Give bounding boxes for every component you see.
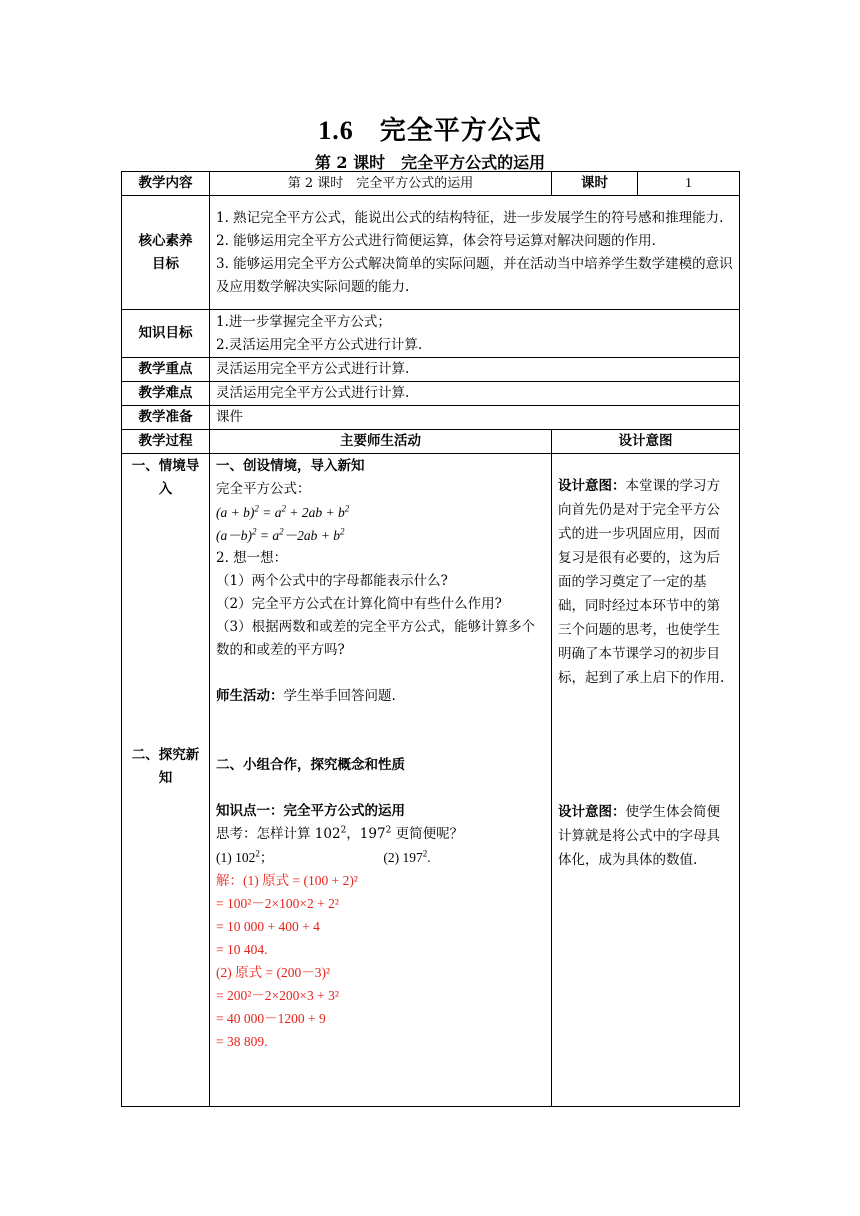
process-header-intent: 设计意图 [552, 430, 740, 454]
solution-step: = 10 404. [216, 942, 268, 957]
difficulty-row [122, 382, 740, 406]
solution-step: = 200²－2×200×3 + 3² [216, 988, 339, 1003]
knowledge-item: 1.进一步掌握完全平方公式； [216, 313, 391, 330]
activity-heading-2: 二、小组合作，探究概念和性质 [216, 757, 405, 773]
knowledge-label: 知识目标 [122, 310, 210, 358]
content-label: 教学内容 [122, 172, 210, 196]
prep-row [122, 406, 740, 430]
process-body-row [122, 454, 740, 1107]
period-value: 1 [638, 172, 740, 196]
formula-sum: $(a + b)^2 = a^2 + 2ab + b^2$ [216, 503, 350, 520]
prep-value: 课件 [210, 406, 740, 430]
solution-step: = 10 000 + 400 + 4 [216, 919, 320, 934]
knowledge-item: 2.灵活运用完全平方公式进行计算. [216, 336, 423, 353]
content-row [122, 172, 740, 196]
think-question: 思考：怎样计算 $102^2$，$197^2$ 更简便呢？ [216, 825, 464, 842]
stage-column [122, 454, 210, 1107]
problems: (1) $102^2$； (2) $197^2$. [216, 848, 431, 865]
period-label: 课时 [552, 172, 638, 196]
process-header-row [122, 430, 740, 454]
stage-situation: 一、情境导入 [131, 458, 200, 497]
question-3: （3）根据两数和或差的完全平方公式，能够计算多个数的和或差的平方吗? [216, 619, 536, 658]
section-number: 1.6 [318, 116, 354, 145]
keypoint-label: 教学重点 [122, 358, 210, 382]
stage-explore: 二、探究新知 [131, 747, 200, 786]
keypoint-row [122, 358, 740, 382]
question-1: （1）两个公式中的字母都能表示什么? [216, 573, 448, 589]
solution-step: = 40 000－1200 + 9 [216, 1011, 326, 1026]
core-item: 1. 熟记完全平方公式，能说出公式的结构特征，进一步发展学生的符号感和推理能力. [216, 209, 724, 226]
formula-label: 完全平方公式： [216, 481, 311, 497]
intent-1: 设计意图：本堂课的学习方向首先仍是对于完全平方公式的进一步巩固应用，因而复习是很有必要的，这为后面的学习奠定了一定的基础，同时经过本环节中的第三个问题的思考，也使学生明确了本节课学习的初步目标，起到了承上启下的作用. [558, 478, 725, 686]
question-2: （2）完全平方公式在计算化简中有些什么作用? [216, 596, 502, 612]
core-label-line2: 目标 [152, 255, 179, 272]
knowledge-items [210, 310, 740, 358]
solution-step: (2) 原式 = (200－3)² [216, 965, 331, 980]
page-subtitle: 第 2 课时 完全平方公式的运用 [314, 153, 546, 172]
core-label-line1: 核心素养 [138, 232, 193, 249]
difficulty-value: 灵活运用完全平方公式进行计算. [210, 382, 740, 406]
page-title [0, 110, 860, 147]
keypoint-value: 灵活运用完全平方公式进行计算. [210, 358, 740, 382]
teacher-student-activity: 师生活动：学生举手回答问题. [216, 688, 396, 704]
core-label [122, 196, 210, 310]
difficulty-label: 教学难点 [122, 382, 210, 406]
knowledge-point-1: 知识点一：完全平方公式的运用 [216, 803, 405, 819]
process-header-activity: 主要师生活动 [210, 430, 552, 454]
activity-heading-1: 一、创设情境，导入新知 [216, 458, 365, 474]
core-items [210, 196, 740, 310]
lesson-plan-table [121, 171, 740, 1107]
formula-diff: $(a-b)^2 = a^2-2ab + b^2$ [216, 526, 345, 543]
core-row [122, 196, 740, 310]
activity-column [210, 454, 552, 1107]
solution-step: = 100²－2×100×2 + 2² [216, 896, 339, 911]
knowledge-row [122, 310, 740, 358]
core-item: 2. 能够运用完全平方公式进行简便运算，体会符号运算对解决问题的作用. [216, 232, 656, 249]
content-value: 第 2 课时 完全平方公式的运用 [210, 172, 552, 196]
intent-2: 设计意图：使学生体会简便计算就是将公式中的字母具体化，成为具体的数值. [558, 804, 720, 868]
think-label: 2. 想一想： [216, 550, 288, 566]
core-item: 3. 能够运用完全平方公式解决简单的实际问题，并在活动当中培养学生数学建模的意识及应用数学解决实际问题的能力. [216, 255, 733, 295]
section-title: 完全平方公式 [379, 116, 542, 146]
solution-step: = 38 809. [216, 1034, 268, 1049]
solution-step: 解：(1) 原式 = (100 + 2)² [216, 873, 358, 888]
process-header-stage: 教学过程 [122, 430, 210, 454]
prep-label: 教学准备 [122, 406, 210, 430]
intent-column [552, 454, 740, 1107]
